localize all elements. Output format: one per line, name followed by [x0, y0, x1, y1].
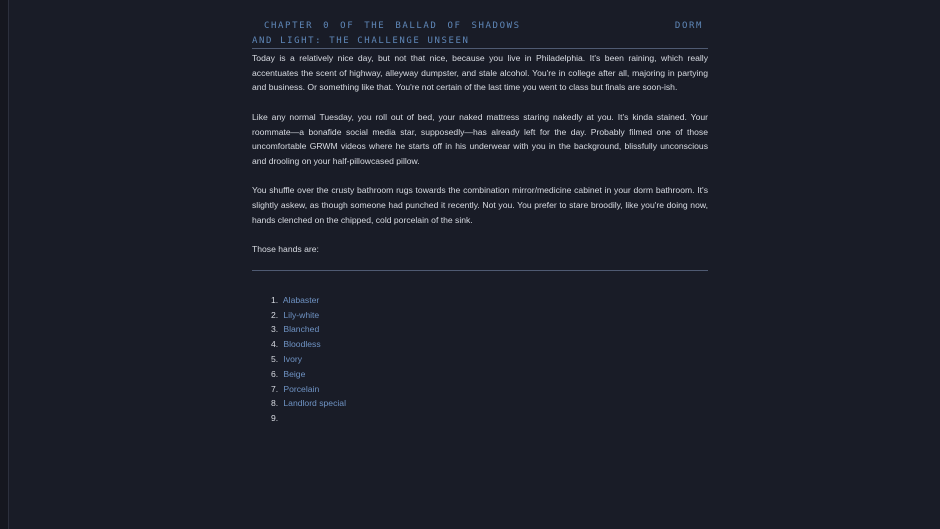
location-tag: DORM [674, 21, 703, 31]
choice-item [271, 352, 708, 367]
choice-item [271, 396, 708, 411]
choice-link-beige[interactable]: Beige [283, 368, 306, 379]
choice-number: 2. [271, 309, 279, 320]
story-container [252, 18, 708, 426]
choice-link-blanched[interactable]: Blanched [283, 324, 320, 335]
choice-link-bloodless[interactable]: Bloodless [283, 339, 321, 350]
choice-number: 9. [271, 413, 279, 424]
choice-list [252, 293, 708, 426]
story-paragraph: Today is a relatively nice day, but not that nice, because you live in Philadelphia. It's been raining, which really accentuates the scent of highway, alleyway dumpster, and stale alcohol. You're in college after all, majoring in partying and business. Or something like that. You're not certain of the last time you went to class but finals are soon-ish. [252, 53, 708, 93]
story-paragraph: You shuffle over the crusty bathroom rugs towards the combination mirror/medicine cabinet in your dorm bathroom. It's slightly askew, as though someone had punched it recently. Not you. You prefer to stare broodily, like you're doing now, hands clenched on the chipped, cold porcelain of the sink. [252, 185, 708, 225]
choice-number: 8. [271, 398, 279, 409]
story-paragraph: Like any normal Tuesday, you roll out of bed, your naked mattress staring nakedly at you. It's kinda stained. Your roommate—a bonafide social media star, supposedly—has already left for the day. Probably filmed one of those uncomfortable GRWM videos where he starts off in his underwear with you in the background, blissfully unconscious and drooling on your half-pillowcased pillow. [252, 111, 708, 166]
choice-number: 5. [271, 353, 279, 364]
choice-link-porcelain[interactable]: Porcelain [283, 383, 320, 394]
choice-number: 6. [271, 368, 279, 379]
section-divider [252, 270, 708, 271]
choice-item [271, 322, 708, 337]
left-sidebar-rail [0, 0, 9, 529]
choice-number: 1. [271, 294, 279, 305]
choice-number: 3. [271, 324, 279, 335]
story-text [252, 51, 708, 257]
chapter-title-line2: AND LIGHT: THE CHALLENGE UNSEEN [252, 36, 470, 46]
choice-item [271, 411, 708, 426]
choice-link-landlord-special[interactable]: Landlord special [283, 398, 346, 409]
choice-number: 4. [271, 339, 279, 350]
choice-item [271, 337, 708, 352]
choice-item [271, 293, 708, 308]
choice-link-alabaster[interactable]: Alabaster [282, 294, 320, 305]
choice-item [271, 308, 708, 323]
choice-item [271, 367, 708, 382]
choice-link-ivory[interactable]: Ivory [283, 353, 303, 364]
choice-item [271, 382, 708, 397]
choice-prompt: Those hands are: [252, 244, 319, 255]
choice-link-lily-white[interactable]: Lily-white [283, 309, 320, 320]
choice-number: 7. [271, 383, 279, 394]
chapter-header [252, 18, 708, 49]
chapter-title-line1: CHAPTER 0 OF THE BALLAD OF SHADOWS [264, 21, 521, 31]
